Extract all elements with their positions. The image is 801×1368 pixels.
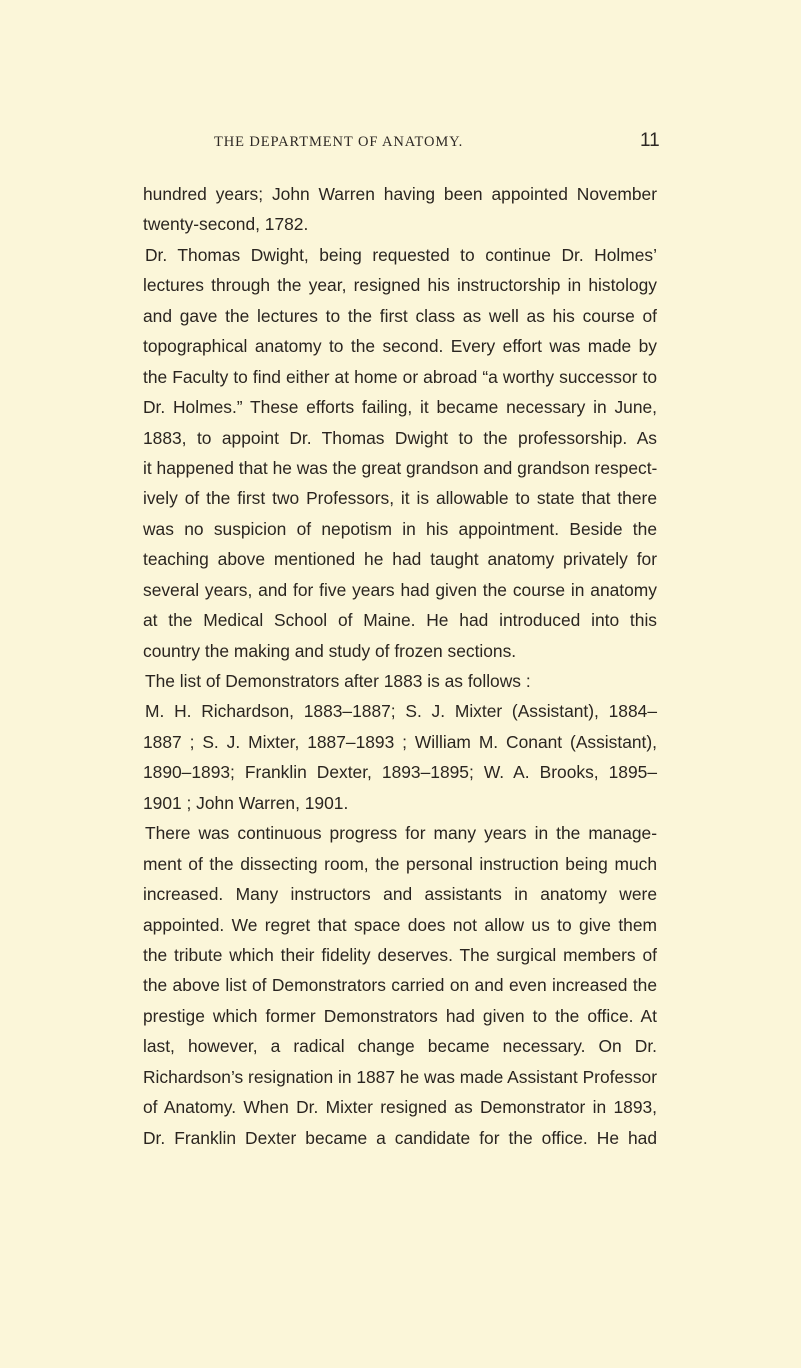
text-line: and gave the lectures to the first class as well as his course of bbox=[143, 305, 657, 326]
text-line: There was continuous progress for many years in the manage- bbox=[145, 823, 657, 844]
text-line: 1901 ; John Warren, 1901. bbox=[143, 792, 349, 813]
text-line: appointed. We regret that space does not allow us to give them bbox=[143, 914, 657, 935]
text-line: at the Medical School of Maine. He had introduced into this bbox=[143, 610, 657, 631]
text-line: the tribute which their fidelity deserves. The surgical members of bbox=[143, 944, 657, 965]
text-line: last, however, a radical change became necessary. On Dr. bbox=[143, 1036, 657, 1057]
text-line: twenty-second, 1782. bbox=[143, 214, 309, 235]
text-line: of Anatomy. When Dr. Mixter resigned as Demonstrator in 1893, bbox=[143, 1097, 657, 1118]
text-line: Richardson’s resignation in 1887 he was made Assistant Professor bbox=[143, 1066, 657, 1087]
text-line: hundred years; John Warren having been appointed November bbox=[143, 184, 657, 204]
text-line: The list of Demonstrators after 1883 is as follows : bbox=[145, 671, 531, 691]
running-head: THE DEPARTMENT OF ANATOMY. bbox=[214, 134, 464, 150]
body-text bbox=[143, 179, 657, 1153]
text-line: Dr. Thomas Dwight, being requested to continue Dr. Holmes’ bbox=[145, 244, 657, 265]
text-line: it happened that he was the great grandson and grandson respect- bbox=[143, 457, 658, 478]
text-line: increased. Many instructors and assistants in anatomy were bbox=[143, 884, 657, 905]
text-line: M. H. Richardson, 1883–1887; S. J. Mixter (Assistant), 1884– bbox=[145, 701, 657, 722]
text-line: lectures through the year, resigned his instructorship in histology bbox=[143, 275, 657, 296]
text-line: ment of the dissecting room, the personal instruction being much bbox=[143, 853, 657, 874]
page-number: 11 bbox=[640, 130, 660, 151]
text-line: Dr. Franklin Dexter became a candidate for the office. He had bbox=[143, 1127, 657, 1148]
text-line: was no suspicion of nepotism in his appointment. Beside the bbox=[143, 518, 657, 539]
text-line: prestige which former Demonstrators had given to the office. At bbox=[143, 1005, 657, 1026]
text-line: 1883, to appoint Dr. Thomas Dwight to the professorship. As bbox=[143, 427, 657, 448]
text-line: ively of the first two Professors, it is allowable to state that there bbox=[143, 488, 657, 509]
text-line: several years, and for five years had given the course in anatomy bbox=[143, 579, 657, 600]
text-line: Dr. Holmes.” These efforts failing, it became necessary in June, bbox=[143, 397, 657, 418]
text-line: 1887 ; S. J. Mixter, 1887–1893 ; William M. Conant (Assistant), bbox=[143, 731, 657, 752]
text-line: topographical anatomy to the second. Every effort was made by bbox=[143, 336, 657, 357]
text-line: teaching above mentioned he had taught anatomy privately for bbox=[143, 549, 657, 570]
text-line: the Faculty to find either at home or abroad “a worthy successor to bbox=[143, 366, 657, 387]
text-line: country the making and study of frozen sections. bbox=[143, 640, 517, 661]
text-line: the above list of Demonstrators carried on and even increased the bbox=[143, 975, 657, 996]
text-line: 1890–1893; Franklin Dexter, 1893–1895; W. A. Brooks, 1895– bbox=[143, 762, 657, 783]
